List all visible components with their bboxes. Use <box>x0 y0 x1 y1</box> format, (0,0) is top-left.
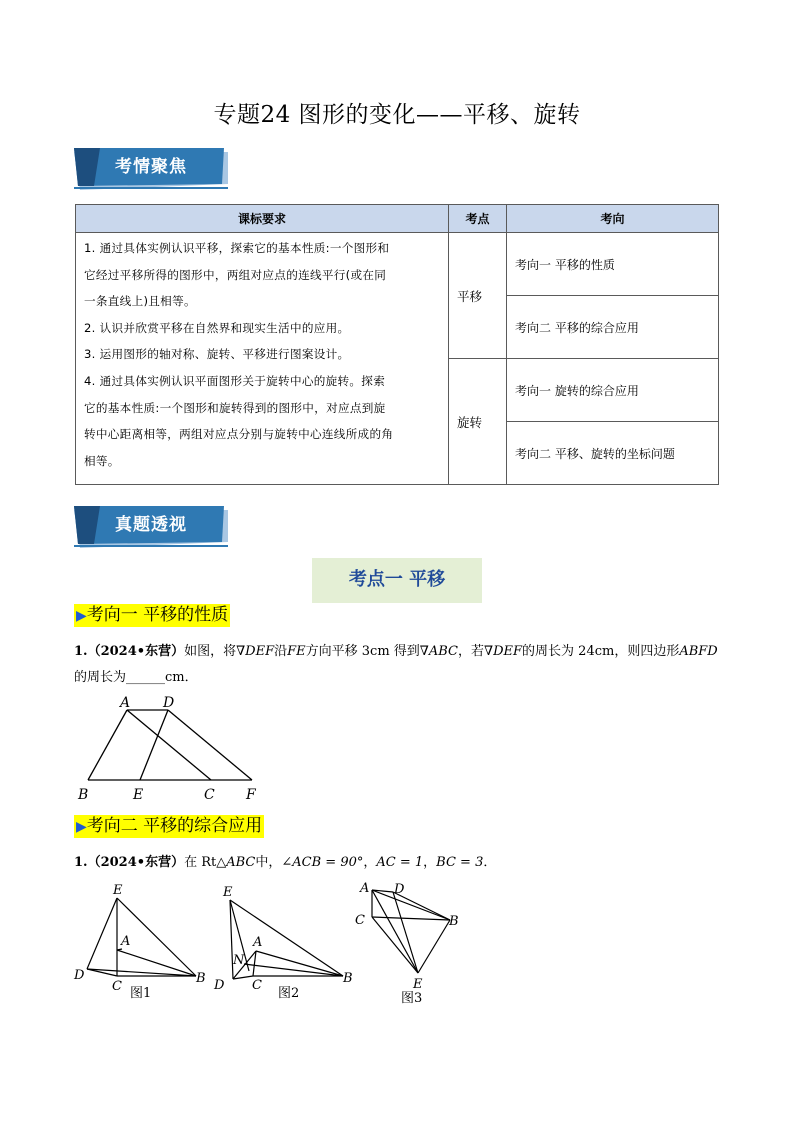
math-expr: AC = 1 <box>376 855 424 870</box>
math-expr: ∇DEF <box>484 644 523 659</box>
triangle-marker-icon: ▶ <box>76 819 87 835</box>
requirement-line: 它经过平移所得的图形中，两组对应点的连线平行(或在同 <box>84 267 387 282</box>
kaodian-xuanzhuan: 旋转 <box>449 359 507 485</box>
triangle-marker-icon: ▶ <box>76 608 87 624</box>
math-expr: ∠ACB = 90° <box>281 855 364 870</box>
fig3-label-B: B <box>449 914 459 929</box>
banner-label: 考情聚焦 <box>115 157 187 177</box>
kaodian-pingyi: 平移 <box>449 233 507 359</box>
question-number: 1. <box>74 644 88 659</box>
kaoxiang-item: 考向二 平移、旋转的坐标问题 <box>507 422 719 485</box>
label-D: D <box>163 695 175 711</box>
fig3-label-D: D <box>394 882 405 897</box>
question-text: 如图，将 <box>184 644 237 659</box>
direction-heading-2 <box>74 815 264 838</box>
kaoxiang-item: 考向二 平移的综合应用 <box>507 296 719 359</box>
fig3-caption: 图3 <box>401 991 423 1006</box>
math-expr: FE <box>287 644 306 659</box>
fig2-label-E: E <box>223 885 233 900</box>
question-text: ． <box>483 855 497 870</box>
translation-figure <box>70 692 270 804</box>
math-expr: ∇DEF <box>236 644 275 659</box>
direction-label: 考向二 平移的综合应用 <box>86 816 263 836</box>
requirement-line: 3. 运用图形的轴对称、旋转、平移进行图案设计。 <box>84 347 350 362</box>
question-text: 在 Rt△ <box>184 855 227 870</box>
fig1-label-A: A <box>121 934 131 949</box>
question-text: ，若 <box>458 644 485 659</box>
fig1-label-C: C <box>112 979 122 994</box>
fig1-label-B: B <box>196 971 206 986</box>
math-expr: ABFD <box>679 644 718 659</box>
fig3-label-C: C <box>355 913 365 928</box>
math-expr: ∇ABC <box>419 644 459 659</box>
label-E: E <box>133 787 144 803</box>
requirement-line: 它的基本性质:一个图形和旋转得到的图形中，对应点到旋 <box>84 400 386 415</box>
fig2-label-B: B <box>343 971 353 986</box>
requirement-line: 转中心距离相等，两组对应点分别与旋转中心连线所成的角 <box>84 427 394 442</box>
fig2-caption: 图2 <box>278 986 300 1001</box>
requirement-line: 4. 通过具体实例认识平面图形关于旋转中心的旋转。探索 <box>84 373 386 388</box>
section-heading: 考点一 平移 <box>312 558 482 603</box>
header-kaoxiang: 考向 <box>507 205 719 233</box>
requirements-cell <box>76 233 449 485</box>
curriculum-table <box>75 204 719 485</box>
section-banner-kaoqing <box>74 148 228 192</box>
question-1-line-2: 的周长为______cm． <box>74 670 198 685</box>
requirement-line: 2. 认识并欣赏平移在自然界和现实生活中的应用。 <box>84 320 350 335</box>
direction-label: 考向一 平移的性质 <box>86 605 229 625</box>
question-text: ， <box>423 855 437 870</box>
figure-lines <box>88 710 252 780</box>
table-header-row <box>76 205 719 233</box>
header-requirements: 课标要求 <box>76 205 449 233</box>
banner-label: 真题透视 <box>115 515 187 535</box>
fig2-label-D: D <box>214 978 225 993</box>
page-title: 专题24 图形的变化——平移、旋转 <box>213 102 581 128</box>
question-source: （2024•东营） <box>87 644 185 659</box>
question-1-line-1 <box>74 640 718 659</box>
figure-3-lines <box>372 890 450 973</box>
section-banner-zhenti <box>74 506 228 550</box>
question-text: ， <box>363 855 377 870</box>
direction-heading-1 <box>74 604 230 627</box>
fig1-caption: 图1 <box>130 986 152 1001</box>
question-text: 的周长为 24cm，则四边形 <box>522 644 680 659</box>
label-F: F <box>246 787 256 803</box>
math-expr: ABC <box>226 855 256 870</box>
requirement-line: 相等。 <box>84 453 120 468</box>
question-text: 中， <box>255 855 282 870</box>
fig1-label-D: D <box>74 968 85 983</box>
rotation-figures <box>70 878 470 1008</box>
label-C: C <box>204 787 215 803</box>
label-A: A <box>120 695 131 711</box>
fig3-label-E: E <box>413 977 423 992</box>
requirement-line: 1. 通过具体实例认识平移，探索它的基本性质:一个图形和 <box>84 241 390 255</box>
question-text: 沿 <box>274 644 288 659</box>
fig2-label-A: A <box>253 935 263 950</box>
figure-1-lines <box>87 898 196 976</box>
question-text: 方向平移 3cm 得到 <box>305 644 420 659</box>
fig2-label-C: C <box>252 978 262 993</box>
figure-2-lines <box>230 900 343 979</box>
fig2-label-N: N <box>233 953 245 968</box>
fig1-label-E: E <box>113 883 123 898</box>
kaoxiang-item: 考向一 平移的性质 <box>507 233 719 296</box>
kaoxiang-item: 考向一 旋转的综合应用 <box>507 359 719 422</box>
label-B: B <box>78 787 89 803</box>
question-source: （2024•东营） <box>87 855 185 870</box>
fig3-label-A: A <box>360 881 370 896</box>
header-kaodian: 考点 <box>449 205 507 233</box>
math-expr: BC = 3 <box>436 855 484 870</box>
question-2-line-1 <box>74 851 496 870</box>
table-row <box>76 233 719 296</box>
requirement-line: 一条直线上)且相等。 <box>84 294 196 309</box>
question-number: 1. <box>74 855 88 870</box>
